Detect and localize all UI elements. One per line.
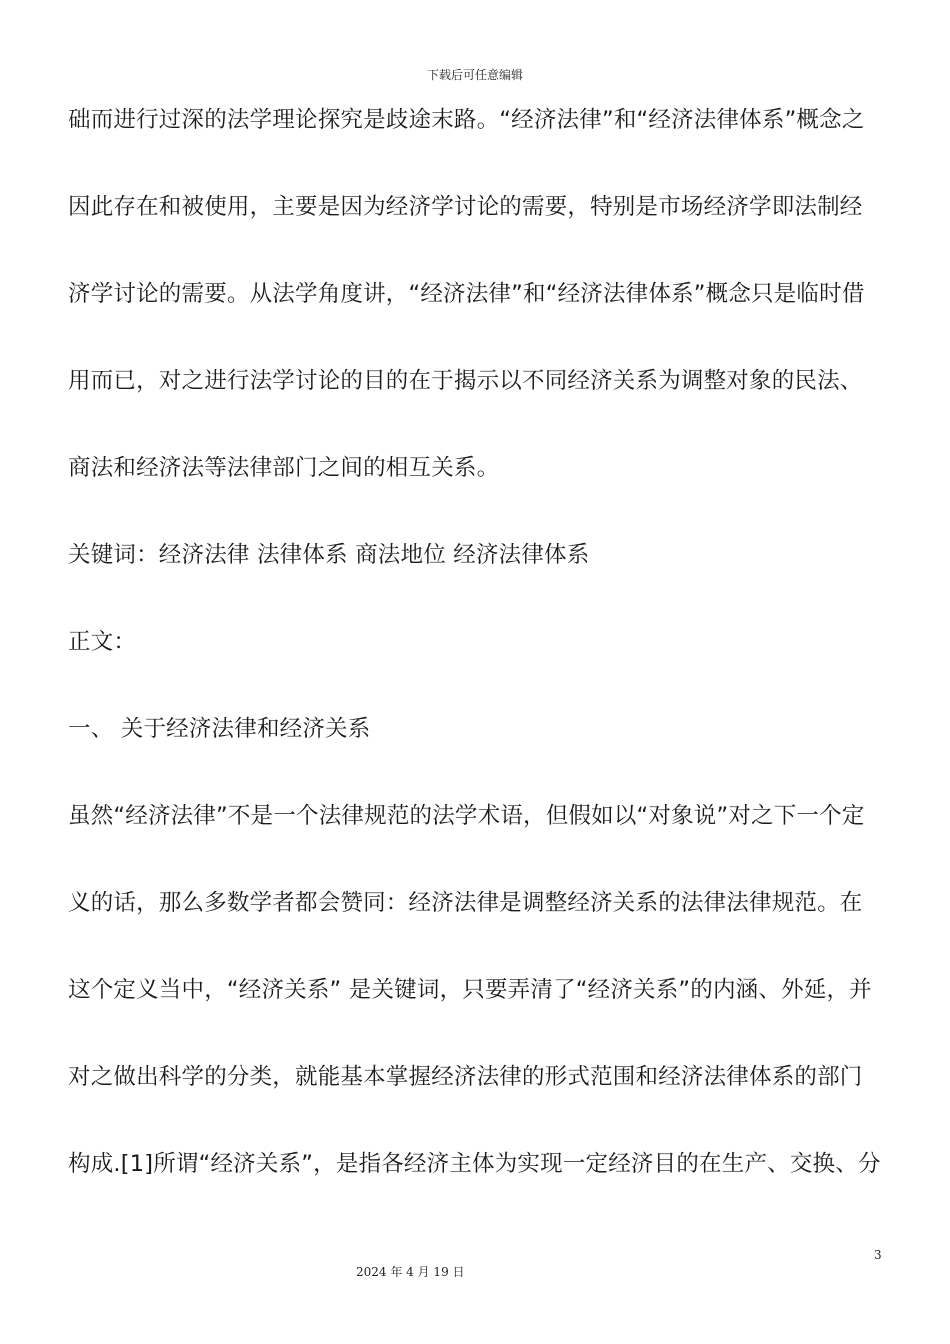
header-note: 下载后可任意编辑	[426, 68, 523, 82]
page-number: 3	[874, 1248, 882, 1262]
footer-date: 2024 年 4 月 19 日	[356, 1265, 465, 1279]
paragraph-line: 虽然“经济法律”不是一个法律规范的法学术语，但假如以“对象说”对之下一个定	[68, 803, 865, 829]
paragraph-line: 义的话，那么多数学者都会赞同：经济法律是调整经济关系的法律法律规范。在	[68, 890, 863, 916]
paragraph-line: 因此存在和被使用，主要是因为经济学讨论的需要，特别是市场经济学即法制经	[68, 194, 863, 220]
paragraph-line: 对之做出科学的分类，就能基本掌握经济法律的形式范围和经济法律体系的部门	[68, 1064, 863, 1090]
paragraph-line: 用而已，对之进行法学讨论的目的在于揭示以不同经济关系为调整对象的民法、	[68, 368, 863, 394]
paragraph-line: 础而进行过深的法学理论探究是歧途末路。“经济法律”和“经济法律体系”概念之	[68, 107, 865, 133]
keywords-line: 关键词：经济法律 法律体系 商法地位 经济法律体系	[68, 542, 590, 568]
section-heading: 一、 关于经济法律和经济关系	[68, 716, 371, 742]
paragraph-line: 这个定义当中，“经济关系” 是关键词，只要弄清了“经济关系”的内涵、外延，并	[68, 977, 872, 1003]
main-text-label: 正文：	[68, 629, 137, 655]
paragraph-line: 构成.[1]所谓“经济关系”，是指各经济主体为实现一定经济目的在生产、交换、分	[68, 1151, 881, 1177]
paragraph-line: 济学讨论的需要。从法学角度讲，“经济法律”和“经济法律体系”概念只是临时借	[68, 281, 865, 307]
paragraph-line: 商法和经济法等法律部门之间的相互关系。	[68, 455, 500, 481]
